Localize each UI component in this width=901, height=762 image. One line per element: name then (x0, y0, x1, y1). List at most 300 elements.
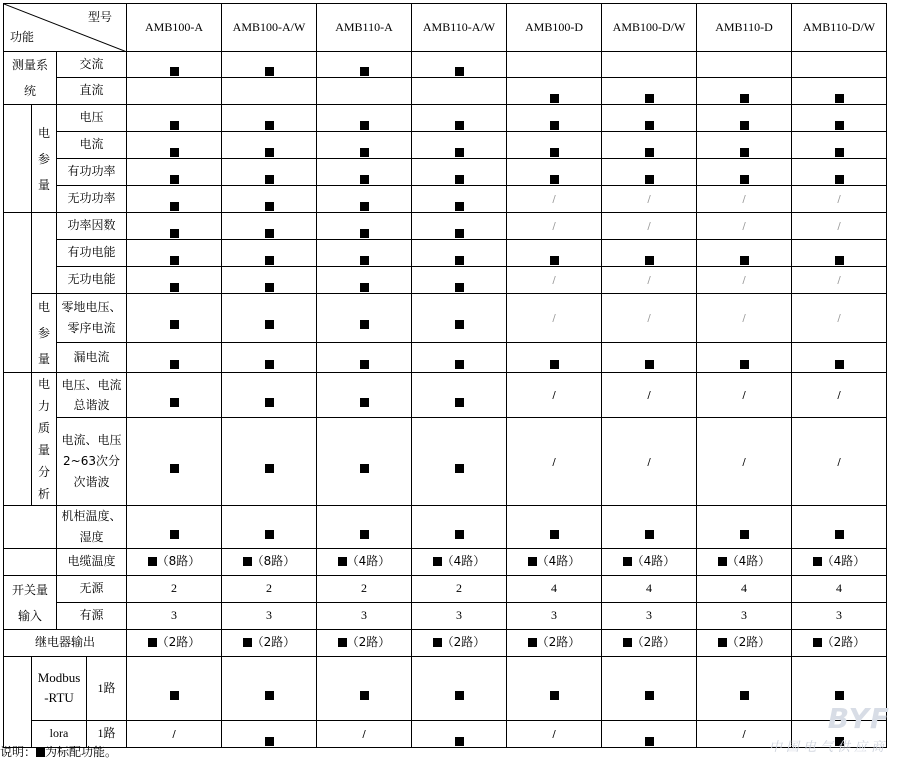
channel-count: （4路） (726, 554, 771, 569)
standard-square-icon (148, 557, 157, 566)
channel-count: （2路） (156, 635, 201, 650)
standard-square-icon (645, 256, 654, 265)
not-applicable-mark: / (647, 275, 651, 287)
standard-square-icon (265, 530, 274, 539)
value-cell (127, 78, 222, 105)
value-cell (697, 373, 792, 418)
value-cell (222, 549, 317, 576)
value-cell (792, 105, 887, 132)
value-cell (317, 721, 412, 748)
standard-square-icon (265, 229, 274, 238)
row-label: 1路 (87, 721, 127, 748)
value-cell (317, 105, 412, 132)
standard-square-icon (550, 148, 559, 157)
value-cell (222, 294, 317, 343)
footnote (0, 743, 117, 760)
standard-square-icon (265, 283, 274, 292)
row-label: 交流 (57, 52, 127, 78)
standard-square-icon (645, 94, 654, 103)
function-label: 功能 (10, 29, 35, 44)
value-cell (602, 342, 697, 372)
footnote-text: 为标配功能。 (45, 745, 118, 759)
value-cell (222, 373, 317, 418)
value-cell (697, 342, 792, 372)
standard-square-icon (265, 67, 274, 76)
channel-count: （2路） (536, 635, 581, 650)
standard-square-icon (170, 398, 179, 407)
row-current (4, 132, 887, 159)
value-cell (412, 159, 507, 186)
value-cell (792, 267, 887, 294)
row-label: 电流 (57, 132, 127, 159)
model-header: AMB110-D (697, 4, 792, 52)
value-cell (697, 105, 792, 132)
value-cell (127, 52, 222, 78)
model-label: 型号 (87, 10, 112, 24)
standard-square-icon (170, 121, 179, 130)
standard-square-icon (455, 737, 464, 746)
value-cell (792, 418, 887, 506)
value-cell (792, 294, 887, 343)
value-cell (222, 342, 317, 372)
value-cell (697, 78, 792, 105)
standard-square-icon (265, 737, 274, 746)
standard-square-icon (645, 737, 654, 746)
not-applicable-mark: / (552, 221, 556, 233)
value-cell (602, 52, 697, 78)
value-cell (127, 132, 222, 159)
value-cell (222, 630, 317, 657)
value-cell: 4 (602, 576, 697, 603)
header-diagonal-cell (4, 4, 127, 52)
not-applicable-mark: / (837, 194, 841, 206)
standard-square-icon (265, 121, 274, 130)
standard-square-icon (835, 94, 844, 103)
standard-square-icon (170, 202, 179, 211)
value-cell (792, 240, 887, 267)
standard-square-icon (455, 175, 464, 184)
channel-count: （2路） (726, 635, 771, 650)
group-switch-input: 开关量输入 (4, 576, 57, 630)
row-leakage (4, 342, 887, 372)
value-cell (792, 52, 887, 78)
value-cell (222, 506, 317, 549)
value-cell (412, 418, 507, 506)
standard-square-icon (455, 398, 464, 407)
row-voltage (4, 105, 887, 132)
standard-square-icon (740, 691, 749, 700)
standard-square-icon (170, 229, 179, 238)
value-cell (507, 506, 602, 549)
value-cell: 3 (222, 603, 317, 630)
standard-square-icon (455, 283, 464, 292)
value-cell (792, 78, 887, 105)
blank-cell (4, 105, 32, 213)
value-cell (317, 657, 412, 721)
value-cell (222, 132, 317, 159)
channel-count: （8路） (251, 554, 296, 569)
value-cell: 3 (127, 603, 222, 630)
standard-square-icon (740, 256, 749, 265)
value-cell (507, 342, 602, 372)
standard-square-icon (265, 398, 274, 407)
standard-square-icon (265, 320, 274, 329)
value-cell (412, 240, 507, 267)
row-active-power (4, 159, 887, 186)
value-cell (792, 549, 887, 576)
model-header: AMB100-D/W (602, 4, 697, 52)
group-relay-output: 继电器输出 (4, 630, 127, 657)
row-label: 有源 (57, 603, 127, 630)
value-cell (127, 373, 222, 418)
not-applicable-mark: / (837, 313, 841, 325)
row-cabinet-env (4, 506, 887, 549)
value-cell (602, 721, 697, 748)
standard-square-icon (528, 638, 537, 647)
not-applicable-mark: / (837, 275, 841, 287)
standard-square-icon (360, 320, 369, 329)
value-cell (412, 549, 507, 576)
value-cell (222, 213, 317, 240)
standard-square-icon (645, 121, 654, 130)
value-cell: 4 (792, 576, 887, 603)
row-label: 有功功率 (57, 159, 127, 186)
not-applicable-mark: / (647, 194, 651, 206)
group-elec-param: 电参量 (32, 105, 57, 213)
row-relay (4, 630, 887, 657)
standard-square-icon (835, 175, 844, 184)
standard-square-icon (835, 360, 844, 369)
value-cell (507, 52, 602, 78)
standard-square-icon (455, 148, 464, 157)
standard-square-icon (718, 557, 727, 566)
watermark-subtitle: 中国电气供应商 (768, 740, 888, 755)
standard-square-icon (645, 360, 654, 369)
value-cell (127, 159, 222, 186)
row-reactive-energy (4, 267, 887, 294)
square-icon (36, 748, 45, 757)
standard-square-icon (360, 530, 369, 539)
blank-cell (32, 213, 57, 294)
value-cell: 2 (222, 576, 317, 603)
watermark-logo: BYF (827, 702, 890, 735)
footnote-prefix: 说明： (0, 745, 37, 759)
standard-square-icon (645, 148, 654, 157)
not-applicable-mark: / (647, 456, 651, 468)
channel-count: （2路） (441, 635, 486, 650)
value-cell (412, 52, 507, 78)
standard-square-icon (550, 530, 559, 539)
standard-square-icon (550, 121, 559, 130)
value-cell (127, 630, 222, 657)
standard-square-icon (170, 530, 179, 539)
standard-square-icon (360, 202, 369, 211)
value-cell (602, 78, 697, 105)
standard-square-icon (360, 229, 369, 238)
value-cell (507, 267, 602, 294)
row-cable-temp (4, 549, 887, 576)
value-cell: 3 (697, 603, 792, 630)
standard-square-icon (360, 148, 369, 157)
value-cell (602, 186, 697, 213)
standard-square-icon (170, 148, 179, 157)
standard-square-icon (835, 530, 844, 539)
value-cell (222, 52, 317, 78)
not-applicable-mark: / (742, 221, 746, 233)
channel-count: （4路） (631, 554, 676, 569)
row-dc (4, 78, 887, 105)
standard-square-icon (360, 283, 369, 292)
value-cell (317, 159, 412, 186)
value-cell (317, 373, 412, 418)
value-cell (507, 240, 602, 267)
row-thd (4, 373, 887, 418)
value-cell (507, 78, 602, 105)
header-row (4, 4, 887, 52)
not-applicable-mark: / (837, 221, 841, 233)
value-cell (222, 721, 317, 748)
not-applicable-mark: / (742, 194, 746, 206)
value-cell (602, 267, 697, 294)
channel-count: （2路） (251, 635, 296, 650)
value-cell (602, 159, 697, 186)
value-cell (317, 132, 412, 159)
not-applicable-mark: / (647, 390, 651, 402)
value-cell (222, 240, 317, 267)
standard-square-icon (740, 121, 749, 130)
value-cell (317, 342, 412, 372)
standard-square-icon (338, 557, 347, 566)
not-applicable-mark: / (742, 390, 746, 402)
row-label: 电压、电流总谐波 (57, 373, 127, 418)
standard-square-icon (170, 283, 179, 292)
value-cell (697, 213, 792, 240)
value-cell: 2 (317, 576, 412, 603)
value-cell (317, 630, 412, 657)
value-cell: 4 (697, 576, 792, 603)
standard-square-icon (835, 691, 844, 700)
blank-cell (4, 657, 32, 748)
channel-count: （2路） (346, 635, 391, 650)
not-applicable-mark: / (837, 456, 841, 468)
value-cell (317, 240, 412, 267)
value-cell (222, 78, 317, 105)
group-power-quality: 电力质量分析 (32, 373, 57, 506)
standard-square-icon (360, 67, 369, 76)
blank-cell (4, 549, 57, 576)
value-cell (317, 549, 412, 576)
value-cell (222, 657, 317, 721)
value-cell (317, 506, 412, 549)
value-cell (792, 186, 887, 213)
group-elec-param-2: 电参量 (32, 294, 57, 373)
standard-square-icon (550, 691, 559, 700)
standard-square-icon (360, 360, 369, 369)
value-cell: 2 (127, 576, 222, 603)
value-cell (127, 105, 222, 132)
standard-square-icon (455, 530, 464, 539)
standard-square-icon (455, 360, 464, 369)
standard-square-icon (718, 638, 727, 647)
model-header: AMB100-A/W (222, 4, 317, 52)
value-cell (127, 267, 222, 294)
value-cell (412, 721, 507, 748)
value-cell (412, 186, 507, 213)
standard-square-icon (455, 67, 464, 76)
not-applicable-mark: / (837, 390, 841, 402)
value-cell: 2 (412, 576, 507, 603)
standard-square-icon (623, 638, 632, 647)
group-measure-system: 测量系统 (4, 52, 57, 105)
standard-square-icon (170, 320, 179, 329)
group-modbus: Modbus-RTU (32, 657, 87, 721)
standard-square-icon (265, 360, 274, 369)
not-applicable-mark: / (362, 729, 366, 741)
row-label: 1路 (87, 657, 127, 721)
model-header: AMB100-A (127, 4, 222, 52)
value-cell (507, 159, 602, 186)
value-cell (507, 373, 602, 418)
standard-square-icon (265, 691, 274, 700)
standard-square-icon (265, 202, 274, 211)
value-cell (317, 78, 412, 105)
standard-square-icon (645, 175, 654, 184)
value-cell (127, 657, 222, 721)
blank-cell (4, 373, 32, 506)
value-cell: 3 (602, 603, 697, 630)
standard-square-icon (148, 638, 157, 647)
model-header: AMB110-A (317, 4, 412, 52)
value-cell (507, 721, 602, 748)
value-cell (412, 373, 507, 418)
standard-square-icon (360, 121, 369, 130)
standard-square-icon (455, 320, 464, 329)
value-cell (602, 373, 697, 418)
value-cell (602, 294, 697, 343)
standard-square-icon (835, 148, 844, 157)
value-cell (127, 418, 222, 506)
standard-square-icon (170, 691, 179, 700)
channel-count: （2路） (821, 635, 866, 650)
value-cell (697, 549, 792, 576)
standard-square-icon (360, 398, 369, 407)
row-label: 功率因数 (57, 213, 127, 240)
value-cell (507, 657, 602, 721)
standard-square-icon (265, 256, 274, 265)
value-cell (697, 186, 792, 213)
value-cell (127, 721, 222, 748)
row-label: 漏电流 (57, 342, 127, 372)
value-cell (412, 506, 507, 549)
standard-square-icon (740, 94, 749, 103)
standard-square-icon (835, 256, 844, 265)
value-cell (317, 186, 412, 213)
channel-count: （4路） (346, 554, 391, 569)
value-cell (602, 240, 697, 267)
model-header: AMB110-D/W (792, 4, 887, 52)
value-cell (127, 294, 222, 343)
value-cell (317, 294, 412, 343)
value-cell (602, 105, 697, 132)
value-cell (222, 105, 317, 132)
row-label: 电缆温度 (57, 549, 127, 576)
standard-square-icon (170, 256, 179, 265)
value-cell: 3 (792, 603, 887, 630)
model-header: AMB100-D (507, 4, 602, 52)
not-applicable-mark: / (742, 313, 746, 325)
value-cell (697, 159, 792, 186)
standard-square-icon (243, 557, 252, 566)
standard-square-icon (455, 691, 464, 700)
value-cell (697, 630, 792, 657)
value-cell (792, 373, 887, 418)
value-cell (792, 132, 887, 159)
standard-square-icon (170, 67, 179, 76)
value-cell (792, 159, 887, 186)
value-cell (127, 549, 222, 576)
row-label: 电压 (57, 105, 127, 132)
not-applicable-mark: / (742, 275, 746, 287)
row-label: 电流、电压2~63次分次谐波 (57, 418, 127, 506)
value-cell: 4 (507, 576, 602, 603)
standard-square-icon (338, 638, 347, 647)
standard-square-icon (455, 202, 464, 211)
standard-square-icon (243, 638, 252, 647)
value-cell: 3 (507, 603, 602, 630)
value-cell (507, 132, 602, 159)
row-passive (4, 576, 887, 603)
standard-square-icon (645, 691, 654, 700)
value-cell (222, 186, 317, 213)
standard-square-icon (813, 638, 822, 647)
row-label: 无源 (57, 576, 127, 603)
value-cell (697, 506, 792, 549)
value-cell (317, 52, 412, 78)
value-cell (127, 213, 222, 240)
value-cell (602, 630, 697, 657)
value-cell (222, 418, 317, 506)
value-cell (317, 213, 412, 240)
value-cell (697, 418, 792, 506)
standard-square-icon (433, 557, 442, 566)
standard-square-icon (550, 94, 559, 103)
standard-square-icon (360, 256, 369, 265)
value-cell (602, 506, 697, 549)
row-reactive-power (4, 186, 887, 213)
spec-table (3, 3, 887, 748)
row-label: 机柜温度、湿度 (57, 506, 127, 549)
value-cell (412, 267, 507, 294)
not-applicable-mark: / (552, 390, 556, 402)
row-active-energy (4, 240, 887, 267)
standard-square-icon (265, 175, 274, 184)
value-cell (507, 105, 602, 132)
standard-square-icon (455, 256, 464, 265)
value-cell (792, 213, 887, 240)
value-cell (412, 132, 507, 159)
not-applicable-mark: / (552, 456, 556, 468)
value-cell (317, 418, 412, 506)
row-label: 无功电能 (57, 267, 127, 294)
value-cell (507, 186, 602, 213)
value-cell (697, 132, 792, 159)
value-cell (412, 105, 507, 132)
value-cell (792, 506, 887, 549)
value-cell (222, 267, 317, 294)
value-cell (127, 186, 222, 213)
value-cell (697, 294, 792, 343)
value-cell (507, 549, 602, 576)
